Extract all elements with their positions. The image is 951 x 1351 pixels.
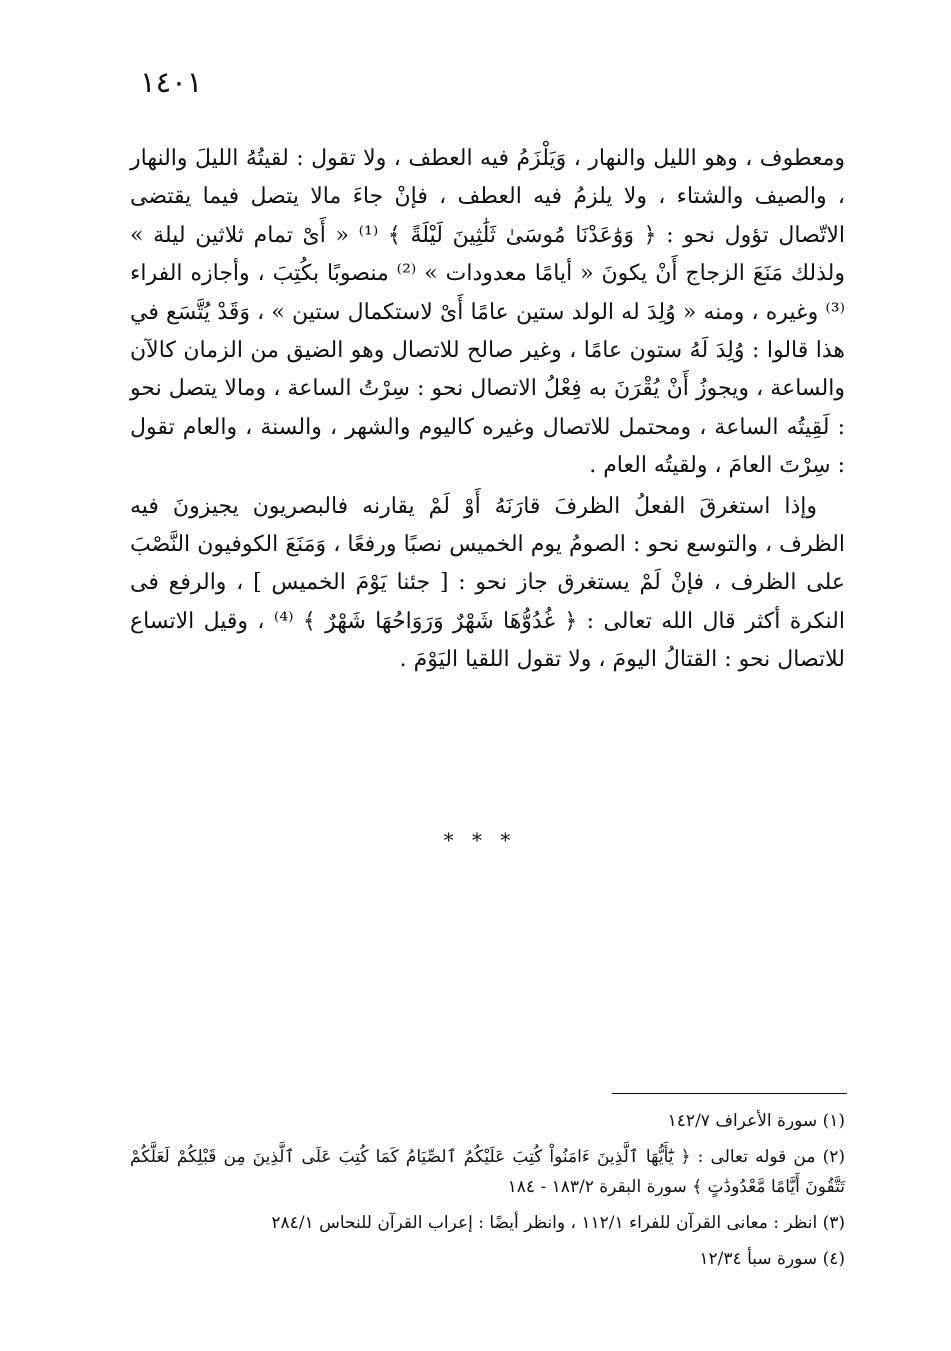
footnotes: [130, 1106, 845, 1280]
footnote-divider: [612, 1093, 847, 1094]
paragraph-2: وإذا استغرقَ الفعلُ الظرفَ قارَنَهُ أَوْ لَمْ يقارنه فالبصريون يجيزونَ فيه الظرف ، والتوسع نحو : الصومُ يوم الخميس نصبًا ورفعًا ، وَمَنَعَ الكوفيون النَّصْبَ على الظرف ، فإنْ لَمْ يستغرق جاز نحو : [ جئنا يَوْمَ الخميس ] ، والرفع فى النكرة أكثر قال الله تعالى : ﴿ غُدُوُّهَا شَهْرٌ وَرَوَاحُهَا شَهْرٌ ﴾ ⁽⁴⁾ ، وقيل الاتساع للاتصال نحو : القتالُ اليومَ ، ولا تقول اللقيا اليَوْمَ .: [130, 493, 845, 673]
paragraph-1: ومعطوف ، وهو الليل والنهار ، وَيَلْزَمُ فيه العطف ، ولا تقول : لقيتُهُ الليلَ والنهار ، والصيف والشتاء ، ولا يلزمُ فيه العطف ، فإنْ جاءَ مالا يتصل فيما يقتضى الاتّصال تؤول نحو : ﴿ وَوَٰعَدْنَا مُوسَىٰ ثَلَٰثِينَ لَيْلَةً ﴾ ⁽¹⁾ « أَىْ تمام ثلاثين ليلة » ولذلك مَنَعَ الزجاج أَنْ يكونَ « أيامًا معدودات » ⁽²⁾ منصوبًا بكُتِبَ ، وأجازه الفراء ⁽³⁾ وغيره ، ومنه « وُلِدَ له الولد ستين عامًا أَىْ لاستكمال ستين » ، وَقَدْ يُتَّسَع في هذا قالوا : وُلِدَ لَهُ ستون عامًا ، وغير صالح للاتصال وهو الضيق من الزمان كالآن والساعة ، ويجوزُ أَنْ يُقْرَنَ به فِعْلُ الاتصال نحو : سِرْتُ الساعة ، ومالا يتصل نحو : لَقِيتُه الساعة ، ومحتمل للاتصال وغيره كاليوم والشهر ، والسنة ، والعام تقول : سِرْتَ العامَ ، ولقيتُه العام .: [130, 146, 845, 479]
footnote-4: (٤) سورة سبأ ١٢/٣٤: [699, 1249, 845, 1269]
footnote-1: (١) سورة الأعراف ١٤٢/٧: [667, 1111, 845, 1131]
section-separator: * * *: [443, 828, 517, 852]
footnote-3: (٣) انظر : معانى القرآن للفراء ١١٢/١ ، وانظر أيضًا : إعراب القرآن للنحاس ٢٨٤/١: [271, 1213, 845, 1233]
footnote-2: (٢) من قوله تعالى : ﴿ يَٰٓأَيُّهَا ٱلَّذِينَ ءَامَنُواْ كُتِبَ عَلَيْكُمُ ٱلصِّيَامُ كَمَا كُتِبَ عَلَى ٱلَّذِينَ مِن قَبْلِكُمْ لَعَلَّكُمْ تَتَّقُونَ أَيَّامًا مَّعْدُودَٰتٍ ﴾ سورة البقرة ١٨٣/٢ - ١٨٤: [130, 1147, 845, 1197]
main-text: [130, 140, 845, 680]
page-number: ١٤٠١: [140, 65, 203, 99]
